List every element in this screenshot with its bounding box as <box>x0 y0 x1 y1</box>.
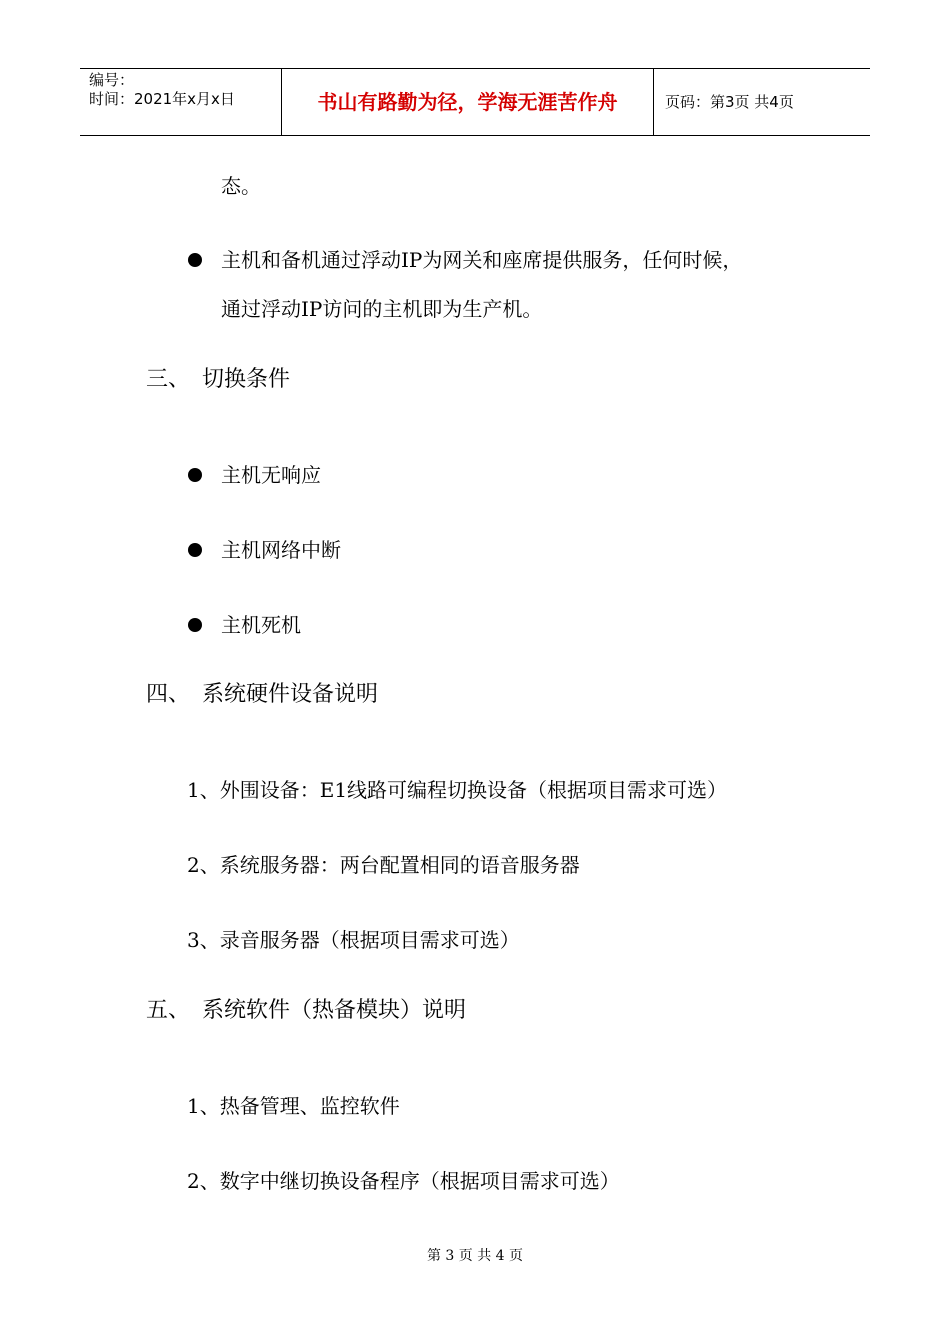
section-5-item: 1、热备管理、监控软件 <box>187 1094 400 1118</box>
section-4-heading <box>146 681 378 709</box>
section-4-item: 1、外围设备：E1线路可编程切换设备（根据项目需求可选） <box>187 778 728 802</box>
bullet-icon <box>188 468 202 482</box>
page-header <box>80 68 870 136</box>
bullet-main-line1: 主机和备机通过浮动IP为网关和座席提供服务，任何时候， <box>221 248 743 272</box>
section-3-item: 主机死机 <box>221 613 301 637</box>
bullet-icon <box>188 543 202 557</box>
section-3-item: 主机无响应 <box>221 463 321 487</box>
document-date-label: 时间：2021年x月x日 <box>89 90 235 108</box>
section-5-title: 系统软件（热备模块）说明 <box>202 998 467 1023</box>
section-5-heading <box>146 997 466 1025</box>
section-4-item: 2、系统服务器：两台配置相同的语音服务器 <box>187 853 580 877</box>
header-info-cell <box>80 69 282 135</box>
header-motto: 书山有路勤为径，学海无涯苦作舟 <box>282 69 654 135</box>
section-4-number: 四、 <box>146 682 191 707</box>
document-number-label: 编号： <box>89 71 135 89</box>
section-4-item: 3、录音服务器（根据项目需求可选） <box>187 928 520 952</box>
header-page-label: 页码：第3页 共4页 <box>665 93 794 111</box>
section-4-title: 系统硬件设备说明 <box>202 682 379 707</box>
bullet-icon <box>188 618 202 632</box>
bullet-icon <box>188 253 202 267</box>
page-footer: 第 3 页 共 4 页 <box>426 1248 524 1264</box>
continuation-text: 态。 <box>221 174 261 198</box>
section-3-heading <box>146 366 290 394</box>
bullet-main-line2: 通过浮动IP访问的主机即为生产机。 <box>221 297 543 321</box>
section-3-number: 三、 <box>146 367 191 392</box>
section-5-item: 2、数字中继切换设备程序（根据项目需求可选） <box>187 1169 620 1193</box>
section-3-item: 主机网络中断 <box>221 538 341 562</box>
section-5-number: 五、 <box>146 998 191 1023</box>
section-3-title: 切换条件 <box>202 367 291 392</box>
